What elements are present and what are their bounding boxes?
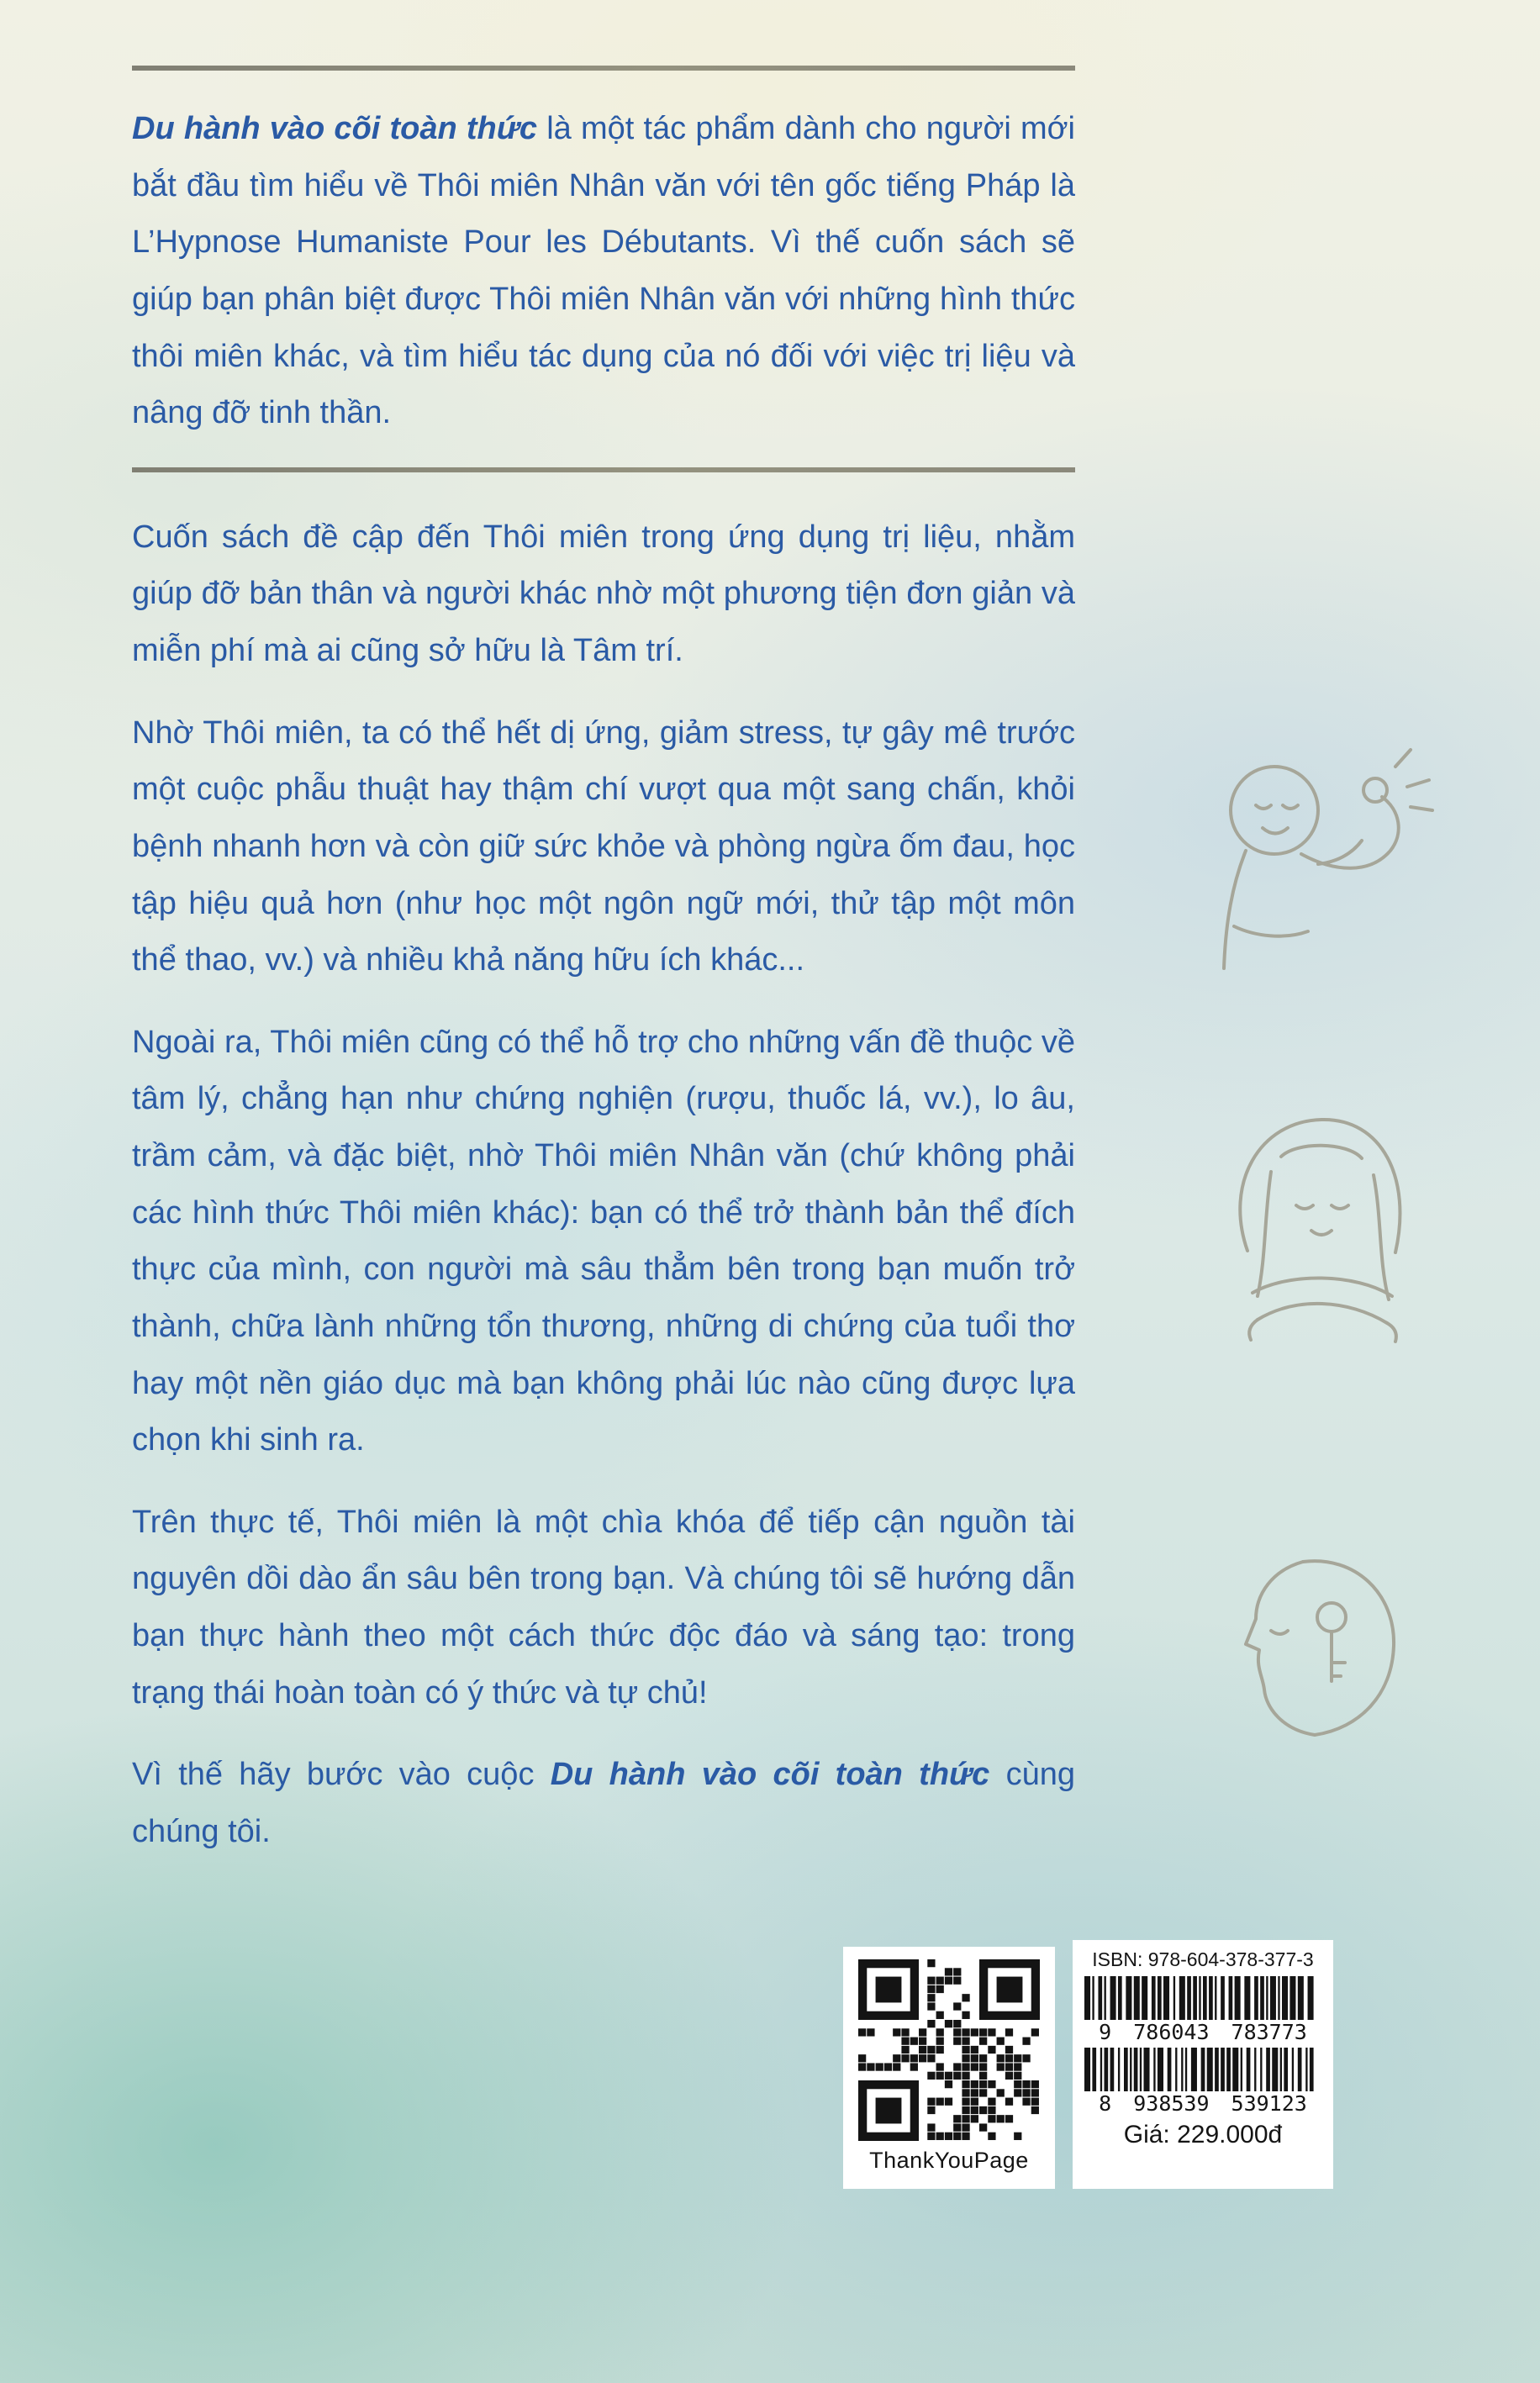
book-title-phrase-closing: Du hành vào cõi toàn thức [550,1757,990,1793]
back-cover-text-column [132,66,1075,1886]
ean-group2: 783773 [1231,2020,1307,2044]
closing-suffix: cùng chúng tôi. [132,1757,1075,1849]
intro-text: là một tác phẩm dành cho người mới bắt đầu tìm hiểu về Thôi miên Nhân văn với tên gốc tiếng Pháp là L’Hypnose Humaniste Pour les Débutants. Vì thế cuốn sách sẽ giúp bạn phân biệt được Thôi miên Nhân văn với những hình thức thôi miên khác, và tìm hiểu tác dụng của nó đối với việc trị liệu và nâng đỡ tinh thần. [132,111,1075,431]
top-divider [132,66,1075,71]
barcode-isbn-digits [1084,2022,1321,2043]
barcode-retail-bars [1084,2048,1321,2091]
qr-card [843,1947,1055,2189]
mind-key-illustration-icon [1204,1537,1419,1789]
barcode-retail-digits [1084,2093,1321,2114]
qr-label: ThankYouPage [869,2148,1029,2173]
isbn-label: ISBN: 978-604-378-377-3 [1092,1948,1314,1970]
paragraph-benefits: Nhờ Thôi miên, ta có thể hết dị ứng, giảm stress, tự gây mê trước một cuộc phẫu thuật hay thậm chí vượt qua một sang chấn, khỏi bệnh nhanh hơn và còn giữ sức khỏe và phòng ngừa ốm đau, học tập hiệu quả hơn (như học một ngôn ngữ mới, thử tập một môn thể thao, vv.) và nhiều khả năng hữu ích khác... [132,714,1075,978]
book-title-phrase: Du hành vào cõi toàn thức [132,111,538,146]
ean-lead-digit: 9 [1099,2020,1112,2044]
closing-prefix: Vì thế hãy bước vào cuộc [132,1757,551,1793]
barcode-card [1073,1940,1333,2189]
ean-group1: 938539 [1133,2091,1210,2116]
paragraph-key-resource: Trên thực tế, Thôi miên là một chìa khóa để tiếp cận nguồn tài nguyên dồi dào ẩn sâu bên trong bạn. Và chúng tôi sẽ hướng dẫn bạn thực hành theo một cách thức độc đáo và sáng tạo: trong trạng thái hoàn toàn có ý thức và tự chủ! [132,1504,1075,1711]
ean-group2: 539123 [1231,2091,1307,2116]
qr-code [858,1959,1040,2141]
mid-divider [132,467,1075,472]
ean-lead-digit: 8 [1099,2091,1112,2116]
closing-paragraph [132,1747,1075,1860]
ean-group1: 786043 [1133,2020,1210,2044]
flex-arm-illustration-icon [1175,716,1461,1002]
intro-paragraph [132,101,1075,442]
price-label: Giá: 229.000đ [1123,2121,1283,2148]
paragraph-therapy: Cuốn sách đề cập đến Thôi miên trong ứng dụng trị liệu, nhằm giúp đỡ bản thân và người khác nhờ một phương tiện đơn giản và miễn phí mà ai cũng sở hữu là Tâm trí. [132,519,1075,668]
self-hug-illustration-icon [1187,1091,1459,1368]
paragraph-psychology: Ngoài ra, Thôi miên cũng có thể hỗ trợ cho những vấn đề thuộc về tâm lý, chẳng hạn như chứng nghiện (rượu, thuốc lá, vv.), lo âu, trầm cảm, và đặc biệt, nhờ Thôi miên Nhân văn (chứ không phải các hình thức Thôi miên khác): bạn có thể trở thành bản thể đích thực của mình, con người mà sâu thẳm bên trong bạn muốn trở thành, chữa lành những tổn thương, những di chứng của tuổi thơ hay một nền giáo dục mà bạn không phải lúc nào cũng được lựa chọn khi sinh ra. [132,1024,1075,1458]
barcode-isbn-bars [1084,1976,1321,2020]
